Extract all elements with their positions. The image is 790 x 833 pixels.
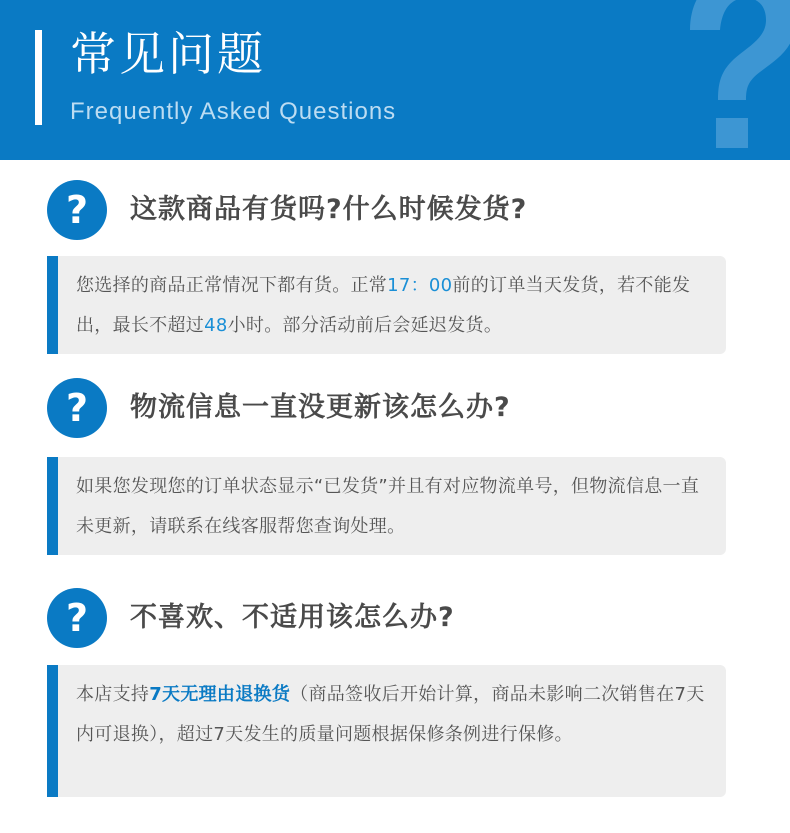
header-accent-bar: [35, 30, 42, 125]
answer-box: [47, 665, 726, 797]
question-row: [47, 378, 747, 438]
svg-text:?: ?: [65, 188, 89, 232]
max-hours: 48: [204, 315, 228, 336]
answer-box: [47, 256, 726, 354]
answer-accent-stripe: [47, 256, 58, 354]
question-mark-icon: [668, 0, 790, 160]
answer-accent-stripe: [47, 665, 58, 797]
page-title: 常见问题: [70, 27, 266, 81]
question-text: 不喜欢、不适用该怎么办?: [130, 602, 455, 633]
faq-header: [0, 0, 790, 160]
question-text: 这款商品有货吗?什么时候发货?: [130, 194, 528, 225]
answer-box: [47, 457, 726, 555]
answer-text: 本店支持7天无理由退换货（商品签收后开始计算，商品未影响二次销售在7天内可退换），超过7天发生的质量问题根据保修条例进行保修。: [76, 684, 705, 745]
question-circle-icon: [47, 180, 107, 240]
question-text: 物流信息一直没更新该怎么办?: [130, 392, 511, 423]
shipping-cutoff-time: 17：00: [387, 275, 453, 296]
answer-text: 您选择的商品正常情况下都有货。正常17：00前的订单当天发货，若不能发出，最长不超过48小时。部分活动前后会延迟发货。: [76, 275, 691, 336]
answer-text: 如果您发现您的订单状态显示“已发货”并且有对应物流单号，但物流信息一直未更新，请联系在线客服帮您查询处理。: [76, 476, 700, 537]
question-circle-icon: [47, 588, 107, 648]
svg-text:?: ?: [65, 596, 89, 640]
svg-text:?: ?: [65, 386, 89, 430]
question-row: [47, 588, 747, 648]
question-circle-icon: [47, 378, 107, 438]
answer-accent-stripe: [47, 457, 58, 555]
question-row: [47, 180, 747, 240]
return-policy-highlight: 7天无理由退换货: [149, 684, 291, 705]
page-subtitle: Frequently Asked Questions: [70, 98, 397, 125]
